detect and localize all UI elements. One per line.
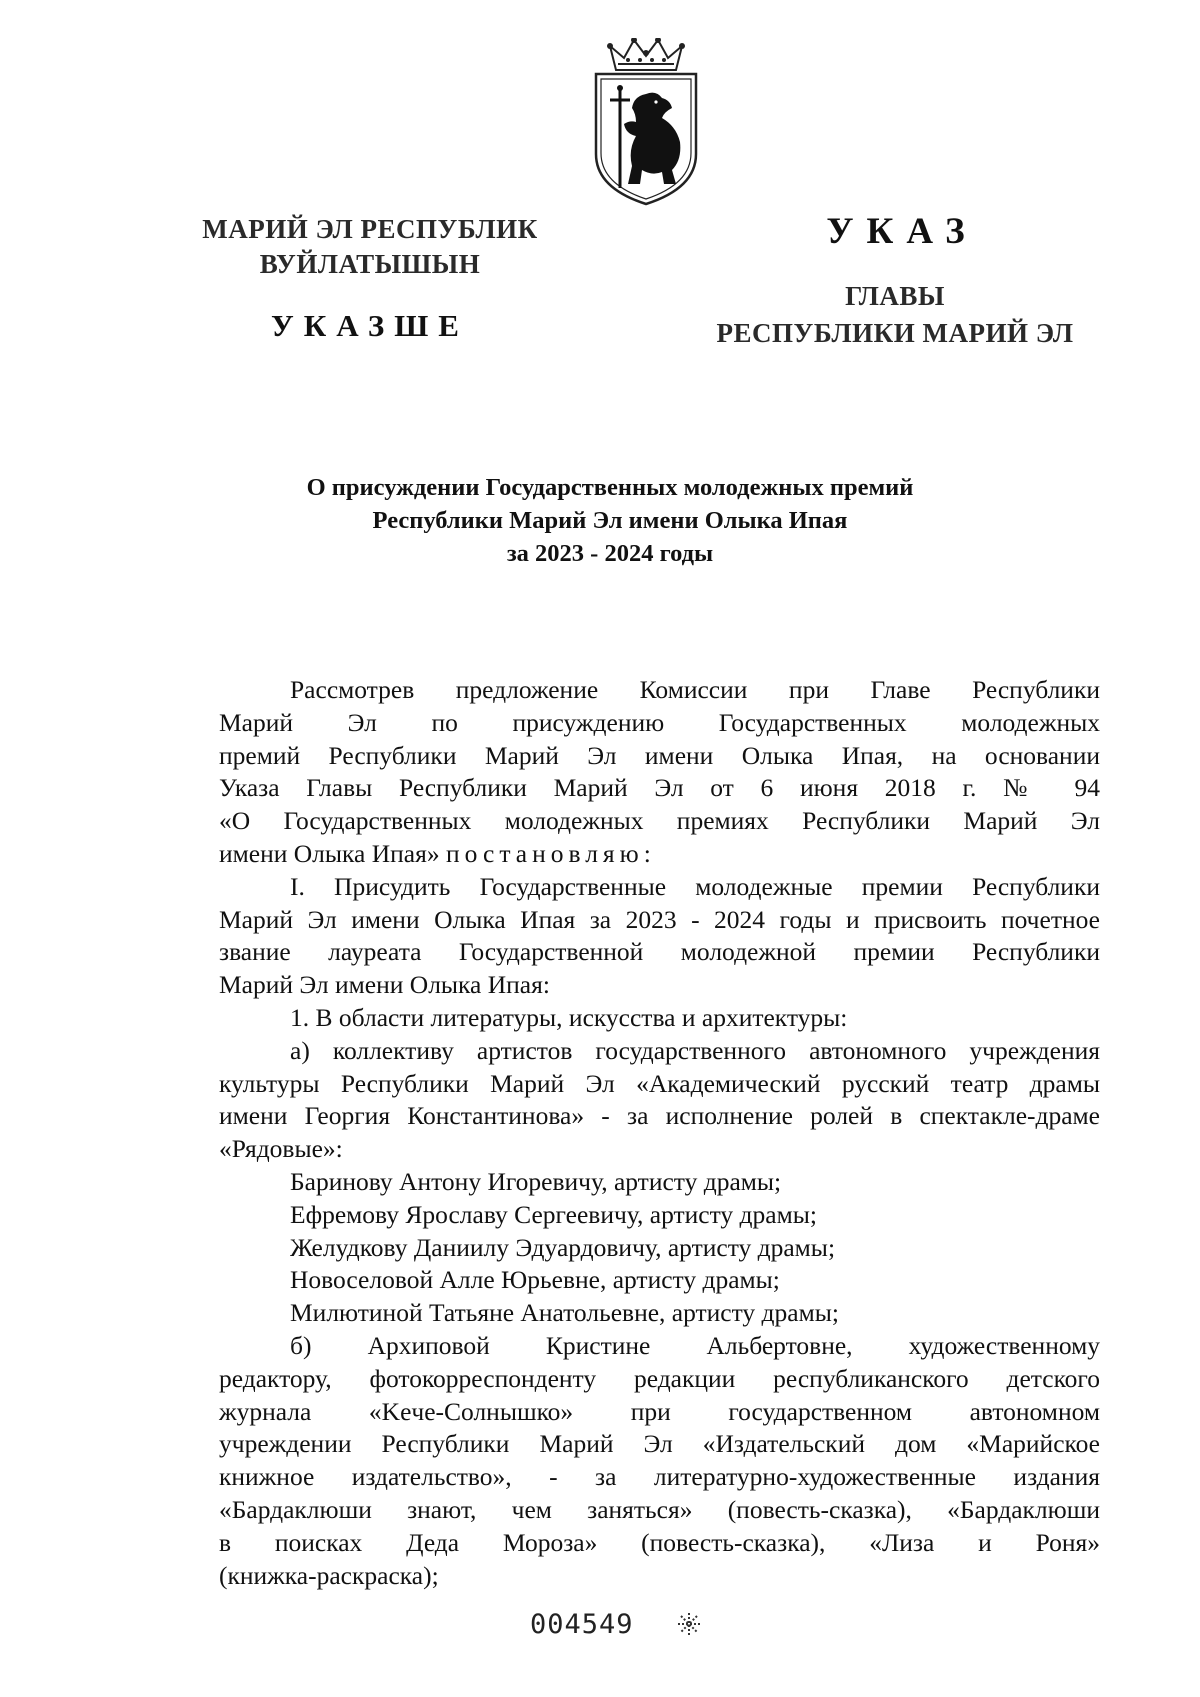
preamble-line — [219, 838, 1100, 871]
resolve-word: постановляю: — [445, 838, 656, 868]
document-title — [230, 471, 990, 570]
section-line: Марий Эл имени Олыка Ипая: — [219, 970, 550, 1000]
item-b-line: журнала «Keче-Солнышко» при государственном автономном — [219, 1396, 1100, 1426]
preamble-line: Марий Эл по присуждению Государственных молодежных — [219, 707, 1100, 737]
preamble-line: «О Государственных молодежных премиях Республики Марий Эл — [219, 806, 1100, 836]
item-b-line: (книжка-раскраска); — [219, 1560, 439, 1590]
preamble-line: премий Республики Марий Эл имени Олыка Ипая, на основании — [219, 740, 1100, 770]
coat-of-arms-icon — [590, 38, 702, 208]
preamble-basis: имени Олыка Ипая» — [219, 838, 440, 868]
title-line3: за 2023 - 2024 годы — [506, 540, 714, 567]
header-russian — [690, 208, 1100, 352]
header-mari-line1: МАРИЙ ЭЛ РЕСПУБЛИК — [202, 214, 538, 244]
title-line1: О присуждении Государственных молодежных премий — [306, 474, 914, 501]
item-a-line: «Рядовые»: — [219, 1134, 343, 1164]
item-a-line: имени Георгия Константинова» - за исполнение ролей в спектакле-драме — [219, 1101, 1100, 1131]
header-russian-line2: РЕСПУБЛИКИ МАРИЙ ЭЛ — [716, 318, 1074, 348]
item-b-line: редактору, фотокорреспонденту редакции республиканского детского — [219, 1363, 1100, 1393]
header-mari-decree: УКАЗШЕ — [271, 308, 469, 343]
preamble-line: Указа Главы Республики Марий Эл от 6 июня 2018 г. № 94 — [219, 773, 1100, 803]
item-a-line: а) коллективу артистов государственного автономного учреждения — [290, 1035, 1100, 1065]
laureate-name: Желудкову Даниилу Эдуардовичу, артисту драмы; — [290, 1232, 836, 1262]
preamble-line: Рассмотрев предложение Комиссии при Главе Республики — [290, 675, 1100, 704]
item-b-line: в поисках Деда Мороза» (повесть-сказка), «Лиза и Роня» — [219, 1527, 1100, 1557]
header-russian-decree: УКАЗ — [826, 211, 978, 252]
item-a-line: культуры Республики Марий Эл «Академический русский театр драмы — [219, 1068, 1100, 1098]
document-body — [219, 674, 1100, 1592]
title-line2: Республики Марий Эл имени Олыка Ипая — [372, 507, 848, 534]
asterisk-mark-icon — [676, 1611, 702, 1637]
header-mari-line2: ВУЙЛАТЫШЫН — [259, 249, 481, 279]
item-b-line: книжное издательство», - за литературно-художественные издания — [219, 1462, 1100, 1492]
laureate-name: Ефремову Ярославу Сергеевичу, артисту драмы; — [290, 1199, 817, 1229]
laureate-name: Баринову Антону Игоревичу, артисту драмы; — [290, 1166, 782, 1196]
item-b-line: б) Архиповой Кристине Альбертовне, художественному — [290, 1330, 1100, 1360]
item-heading: 1. В области литературы, искусства и архитектуры: — [290, 1002, 848, 1032]
header-mari — [180, 212, 560, 343]
section-line: звание лауреата Государственной молодежной премии Республики — [219, 937, 1100, 967]
laureate-name: Милютиной Татьяне Анатольевне, артисту драмы; — [290, 1298, 839, 1328]
item-b-line: «Бардаклюши знают, чем заняться» (повесть-сказка), «Бардаклюши — [219, 1494, 1100, 1524]
section-line: Марий Эл имени Олыка Ипая за 2023 - 2024 годы и присвоить почетное — [219, 904, 1100, 934]
laureate-name: Новоселовой Алле Юрьевне, артисту драмы; — [290, 1265, 780, 1295]
section-line: I. Присудить Государственные молодежные премии Республики — [290, 871, 1100, 901]
header-russian-line1: ГЛАВЫ — [845, 281, 945, 311]
serial-number: 004549 — [530, 1609, 634, 1640]
item-b-line: учреждении Республики Марий Эл «Издательский дом «Марийское — [219, 1429, 1100, 1459]
